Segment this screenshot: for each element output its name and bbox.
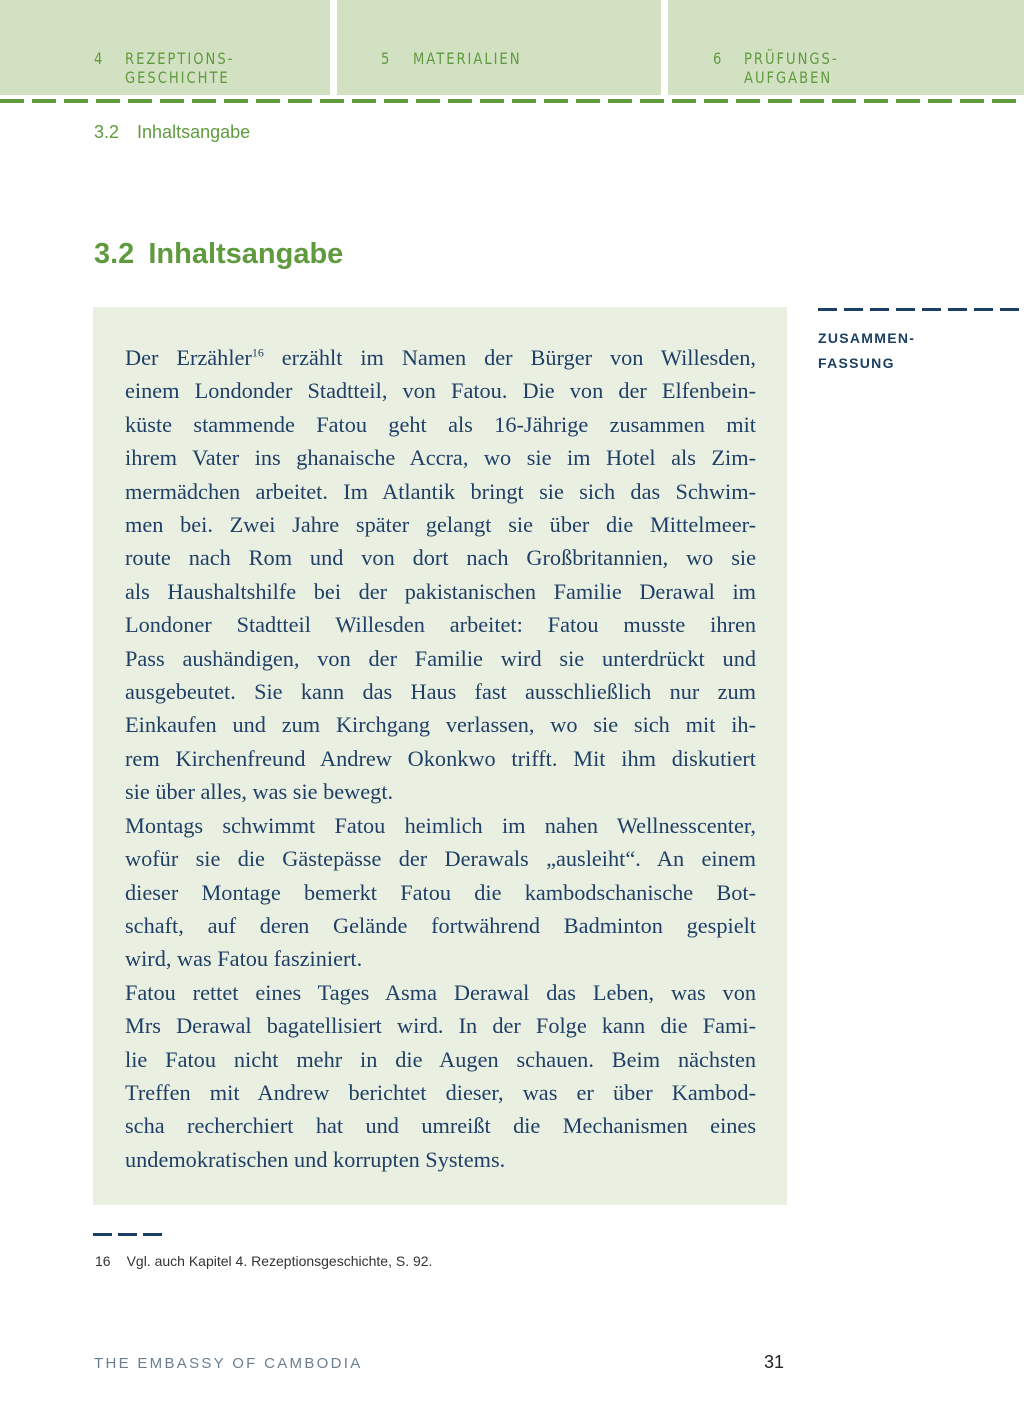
text-line: wofür sie die Gästepässe der Derawals „ausleiht“. An einem — [125, 846, 756, 872]
book-title: THE EMBASSY OF CAMBODIA — [94, 1355, 363, 1372]
text-line: undemokratischen und korrupten Systems. — [125, 1146, 506, 1172]
text-line: schaft, auf deren Gelände fortwährend Badminton gespielt — [125, 912, 756, 938]
text-line: rem Kirchenfreund Andrew Okonkwo trifft. Mit ihm diskutiert — [125, 745, 756, 771]
text-line: men bei. Zwei Jahre später gelangt sie über die Mittelmeer- — [125, 512, 756, 538]
running-header: 3.2 Inhaltsangabe — [94, 122, 251, 142]
text-line: Mrs Derawal bagatellisiert wird. In der Folge kann die Fami- — [125, 1013, 756, 1039]
text-line: wird, was Fatou fasziniert. — [125, 946, 363, 972]
text-line: Einkaufen und zum Kirchgang verlassen, wo sie sich mit ih- — [125, 712, 756, 738]
nav-tab-materialien[interactable] — [337, 0, 661, 95]
text-line: Montags schwimmt Fatou heimlich im nahen Wellnesscenter, — [125, 812, 756, 838]
text-line: lie Fatou nicht mehr in die Augen schauen. Beim nächsten — [125, 1046, 756, 1072]
footnote-divider — [93, 1233, 163, 1236]
text-line: Treffen mit Andrew berichtet dieser, was er über Kambod- — [125, 1079, 756, 1105]
summary-text — [125, 341, 756, 1176]
nav-tab-rezeptionsgeschichte[interactable] — [0, 0, 330, 95]
text-line: route nach Rom und von dort nach Großbritannien, wo sie — [125, 545, 756, 571]
margin-label: ZUSAMMEN- FASSUNG — [818, 330, 916, 371]
text-line: als Haushaltshilfe bei der pakistanischen Familie Derawal im — [125, 578, 756, 604]
text-line: einem Londonder Stadtteil, von Fatou. Die von der Elfenbein- — [125, 378, 756, 404]
header-divider — [0, 99, 1024, 103]
text-line: Londoner Stadtteil Willesden arbeitet: Fatou musste ihren — [125, 612, 756, 638]
text-line: küste stammende Fatou geht als 16-Jährige zusammen mit — [125, 411, 756, 437]
section-heading: 3.2 Inhaltsangabe — [94, 238, 344, 270]
text-line: ihrem Vater ins ghanaische Accra, wo sie im Hotel als Zim- — [125, 445, 756, 471]
text-line: Fatou rettet eines Tages Asma Derawal das Leben, was von — [125, 979, 756, 1005]
text-line: scha recherchiert hat und umreißt die Mechanismen eines — [125, 1113, 756, 1139]
nav-tab-label: MATERIALIEN — [413, 49, 522, 68]
text-line: dieser Montage bemerkt Fatou die kambodschanische Bot- — [125, 879, 756, 905]
nav-tab-number: 6 — [713, 49, 724, 68]
nav-tab-number: 5 — [381, 49, 392, 68]
sidebar-divider — [818, 308, 1024, 311]
text-line: Pass aushändigen, von der Familie wird sie unterdrückt und — [125, 645, 756, 671]
text-line: sie über alles, was sie bewegt. — [125, 779, 394, 805]
nav-tab-label: PRÜFUNGS- AUFGABEN — [744, 49, 839, 87]
page-number: 31 — [764, 1352, 785, 1372]
text-line: ausgebeutet. Sie kann das Haus fast ausschließlich nur zum — [125, 679, 756, 705]
nav-tab-number: 4 — [94, 49, 105, 68]
text-line: Der Erzähler$^{16}$ erzählt im Namen der Bürger von Willesden, — [125, 345, 756, 370]
footnote: 16 Vgl. auch Kapitel 4. Rezeptionsgeschichte, S. 92. — [95, 1253, 433, 1269]
text-line: mermädchen arbeitet. Im Atlantik bringt sie sich das Schwim- — [125, 478, 756, 504]
footnote-ref[interactable]: 16 — [251, 345, 264, 360]
nav-tab-label: REZEPTIONS- GESCHICHTE — [125, 49, 235, 87]
nav-tab-pruefungsaufgaben[interactable] — [668, 0, 1024, 95]
